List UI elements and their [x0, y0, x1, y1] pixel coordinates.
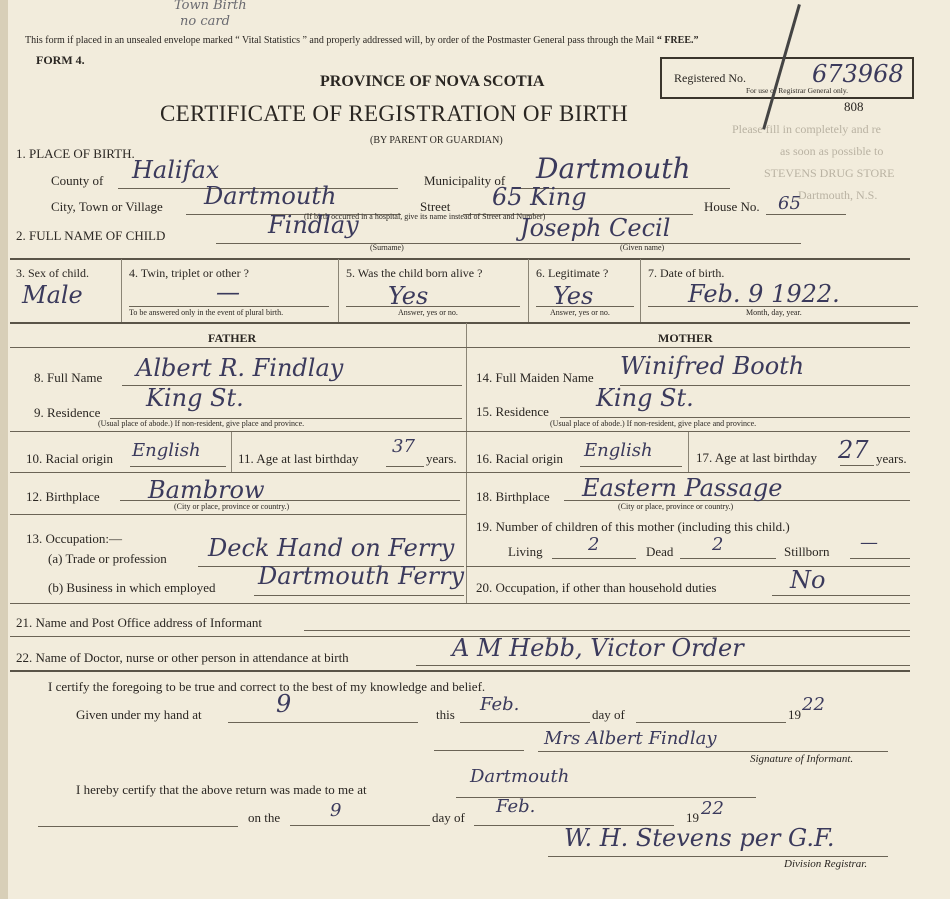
registered-number: 673968 — [812, 60, 904, 88]
child-name-label: 2. FULL NAME OF CHILD — [16, 228, 166, 243]
informant-signature: Mrs Albert Findlay — [544, 728, 717, 749]
mother-residence-label: 15. Residence — [476, 404, 549, 419]
mother-stillborn: — — [860, 532, 878, 553]
registrar-place: Dartmouth — [470, 766, 570, 787]
margin-note-line1: Town Birth — [174, 0, 247, 13]
doctor-label: 22. Name of Doctor, nurse or other person in attendance at birth — [16, 650, 349, 665]
father-racial: English — [132, 440, 201, 461]
county-value: Halifax — [132, 156, 220, 184]
registrar-signature-caption: Division Registrar. — [784, 858, 868, 870]
doctor-value: A M Hebb, Victor Order — [452, 634, 744, 662]
father-business: Dartmouth Ferry — [258, 562, 465, 590]
registrar-day: 9 — [330, 800, 342, 821]
alive-note: Answer, yes or no. — [398, 308, 458, 317]
page-subtitle: (BY PARENT OR GUARDIAN) — [370, 135, 503, 146]
on-the-label: on the — [248, 810, 281, 825]
mother-dead: 2 — [712, 534, 724, 555]
registered-label: Registered No. — [674, 71, 746, 85]
mother-age-unit: years. — [876, 451, 907, 466]
date-of-birth-value: Feb. 9 1922. — [688, 280, 840, 308]
bleed-line-4: Dartmouth, N.S. — [798, 188, 878, 202]
registrar-signature: W. H. Stevens per G.F. — [564, 824, 835, 852]
alive-value: Yes — [388, 282, 429, 310]
year-prefix: 19 — [788, 707, 801, 722]
place-of-birth-heading: 1. PLACE OF BIRTH. — [16, 146, 135, 161]
page-title: CERTIFICATE OF REGISTRATION OF BIRTH — [160, 101, 629, 126]
mother-residence: King St. — [596, 384, 694, 412]
registered-extra: 808 — [844, 99, 864, 114]
house-label: House No. — [704, 199, 760, 214]
legitimate-value: Yes — [553, 282, 594, 310]
date-of-birth-label: 7. Date of birth. — [648, 266, 725, 280]
date-of-birth-note: Month, day, year. — [746, 308, 802, 317]
margin-note-line2: no card — [180, 14, 230, 29]
father-age-unit: years. — [426, 451, 457, 466]
day-of-label: day of — [592, 707, 625, 722]
house-value: 65 — [778, 193, 801, 214]
father-name: Albert R. Findlay — [136, 354, 344, 382]
sex-value: Male — [22, 281, 83, 309]
mother-racial-label: 16. Racial origin — [476, 451, 564, 466]
given-label: Given under my hand at — [76, 707, 202, 722]
twin-value: — — [216, 278, 240, 306]
postal-notice: This form if placed in an unsealed envelope marked “ Vital Statistics ” and properly addressed will, by order of the Postmaster General pass through the Mail “ FREE.” — [25, 35, 699, 46]
certify-informant-text: I certify the foregoing to be true and correct to the best of my knowledge and belief. — [48, 679, 486, 694]
certify-registrar-text: I hereby certify that the above return was made to me at — [76, 782, 367, 797]
mother-birthplace-label: 18. Birthplace — [476, 489, 550, 504]
city-label: City, Town or Village — [51, 199, 163, 214]
hospital-note: (If birth occurred in a hospital, give its name instead of Street and Number) — [304, 212, 546, 221]
mother-birthplace-note: (City or place, province or country.) — [618, 502, 734, 511]
father-trade-label: (a) Trade or profession — [48, 551, 167, 566]
surname-caption: (Surname) — [370, 243, 404, 252]
informant-signature-caption: Signature of Informant. — [750, 753, 854, 765]
father-age-label: 11. Age at last birthday — [238, 451, 359, 466]
this-label: this — [436, 707, 455, 722]
municipality-label: Municipality of — [424, 173, 506, 188]
street-value: 65 King — [492, 183, 587, 211]
father-racial-label: 10. Racial origin — [26, 451, 114, 466]
registrar-day-of-label: day of — [432, 810, 465, 825]
mother-stillborn-label: Stillborn — [784, 544, 830, 559]
mother-age-label: 17. Age at last birthday — [696, 450, 817, 465]
mother-children-label: 19. Number of children of this mother (including this child.) — [476, 519, 790, 534]
municipality-value: Dartmouth — [536, 152, 691, 185]
given-place: 9 — [276, 690, 292, 718]
mother-occupation: No — [790, 566, 826, 594]
province-heading: PROVINCE OF NOVA SCOTIA — [320, 73, 545, 90]
twin-note: To be answered only in the event of plural birth. — [129, 308, 284, 317]
father-birthplace: Bambrow — [148, 476, 265, 504]
registrar-year: 22 — [701, 798, 724, 819]
father-heading: FATHER — [208, 331, 257, 345]
county-label: County of — [51, 173, 104, 188]
mother-residence-note: (Usual place of abode.) If non-resident, give place and province. — [550, 419, 757, 428]
mother-birthplace: Eastern Passage — [582, 474, 783, 502]
father-age: 37 — [392, 436, 415, 457]
city-value: Dartmouth — [204, 182, 337, 210]
bleed-line-1: Please fill in completely and re — [732, 122, 881, 136]
mother-name-label: 14. Full Maiden Name — [476, 370, 594, 385]
mother-occupation-label: 20. Occupation, if other than household duties — [476, 580, 717, 595]
father-birthplace-label: 12. Birthplace — [26, 489, 100, 504]
registrar-month: Feb. — [496, 796, 536, 817]
mother-living: 2 — [588, 534, 600, 555]
twin-label: 4. Twin, triplet or other ? — [129, 266, 249, 280]
given-caption: (Given name) — [620, 243, 665, 252]
registered-note: For use of Registrar General only. — [746, 86, 848, 95]
mother-living-label: Living — [508, 544, 543, 559]
legitimate-label: 6. Legitimate ? — [536, 266, 609, 280]
mother-name: Winifred Booth — [620, 352, 805, 380]
mother-racial: English — [584, 440, 653, 461]
birth-certificate — [8, 0, 950, 899]
father-trade: Deck Hand on Ferry — [208, 534, 455, 562]
registrar-year-prefix: 19 — [686, 810, 699, 825]
father-residence: King St. — [146, 384, 244, 412]
child-given-name: Joseph Cecil — [520, 214, 671, 242]
mother-heading: MOTHER — [658, 331, 713, 345]
sex-label: 3. Sex of child. — [16, 266, 89, 280]
father-occupation-label: 13. Occupation:— — [26, 531, 123, 546]
legitimate-note: Answer, yes or no. — [550, 308, 610, 317]
alive-label: 5. Was the child born alive ? — [346, 266, 483, 280]
father-residence-label: 9. Residence — [34, 405, 101, 420]
informant-label: 21. Name and Post Office address of Informant — [16, 615, 262, 630]
bleed-line-3: STEVENS DRUG STORE — [764, 166, 895, 180]
this-value: Feb. — [480, 694, 520, 715]
street-label: Street — [420, 199, 451, 214]
child-surname: Findlay — [268, 211, 359, 239]
father-birthplace-note: (City or place, province or country.) — [174, 502, 290, 511]
father-residence-note: (Usual place of abode.) If non-resident, give place and province. — [98, 419, 305, 428]
father-name-label: 8. Full Name — [34, 370, 103, 385]
year-value: 22 — [802, 694, 825, 715]
mother-age: 27 — [838, 436, 869, 464]
father-business-label: (b) Business in which employed — [48, 580, 216, 595]
bleed-line-2: as soon as possible to — [780, 144, 884, 158]
form-number: FORM 4. — [36, 53, 85, 67]
registered-number-box — [660, 57, 914, 99]
mother-dead-label: Dead — [646, 544, 674, 559]
